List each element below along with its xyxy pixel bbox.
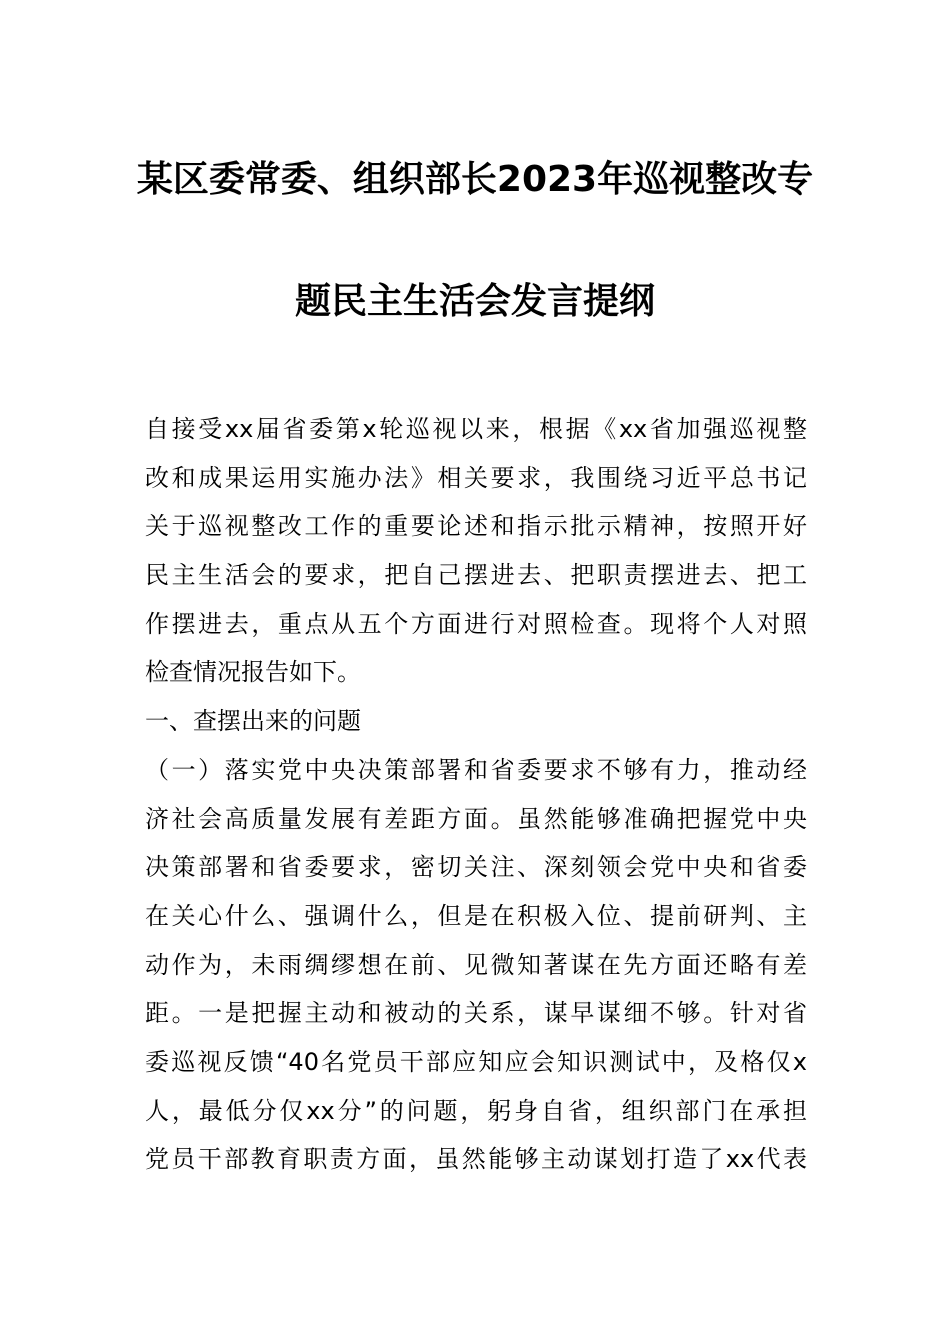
body-line: 决策部署和省委要求，密切关注、深刻领会党中央和省委: [145, 853, 807, 882]
body-line: 检查情况报告如下。: [145, 658, 361, 687]
body-line: 改和成果运用实施办法》相关要求，我围绕习近平总书记: [145, 463, 807, 492]
body-line: 民主生活会的要求，把自己摆进去、把职责摆进去、把工: [145, 561, 807, 590]
body-line: 党员干部教育职责方面，虽然能够主动谋划打造了xx代表: [145, 1145, 807, 1174]
body-line: 委巡视反馈“40名党员干部应知应会知识测试中，及格仅x: [145, 1047, 807, 1076]
body-line: 作摆进去，重点从五个方面进行对照检查。现将个人对照: [145, 609, 807, 638]
document-body: [145, 405, 807, 1184]
body-line: 自接受xx届省委第x轮巡视以来，根据《xx省加强巡视整: [145, 415, 807, 443]
body-line: 关于巡视整改工作的重要论述和指示批示精神，按照开好: [145, 512, 807, 541]
body-line: 动作为，未雨绸缪想在前、见微知著谋在先方面还略有差: [145, 950, 807, 979]
document-title-line-1: 某区委常委、组织部长2023年巡视整改专: [136, 159, 814, 200]
body-line: 距。一是把握主动和被动的关系，谋早谋细不够。针对省: [145, 999, 807, 1028]
body-line: 在关心什么、强调什么，但是在积极入位、提前研判、主: [145, 901, 807, 930]
section-heading: 一、查摆出来的问题: [145, 707, 361, 736]
document-title-line-2: 题民主生活会发言提纲: [294, 281, 655, 322]
body-line: 人，最低分仅xx分”的问题，躬身自省，组织部门在承担: [145, 1096, 807, 1125]
body-line: 济社会高质量发展有差距方面。虽然能够准确把握党中央: [145, 804, 807, 833]
body-line: （一）落实党中央决策部署和省委要求不够有力，推动经: [145, 755, 807, 784]
